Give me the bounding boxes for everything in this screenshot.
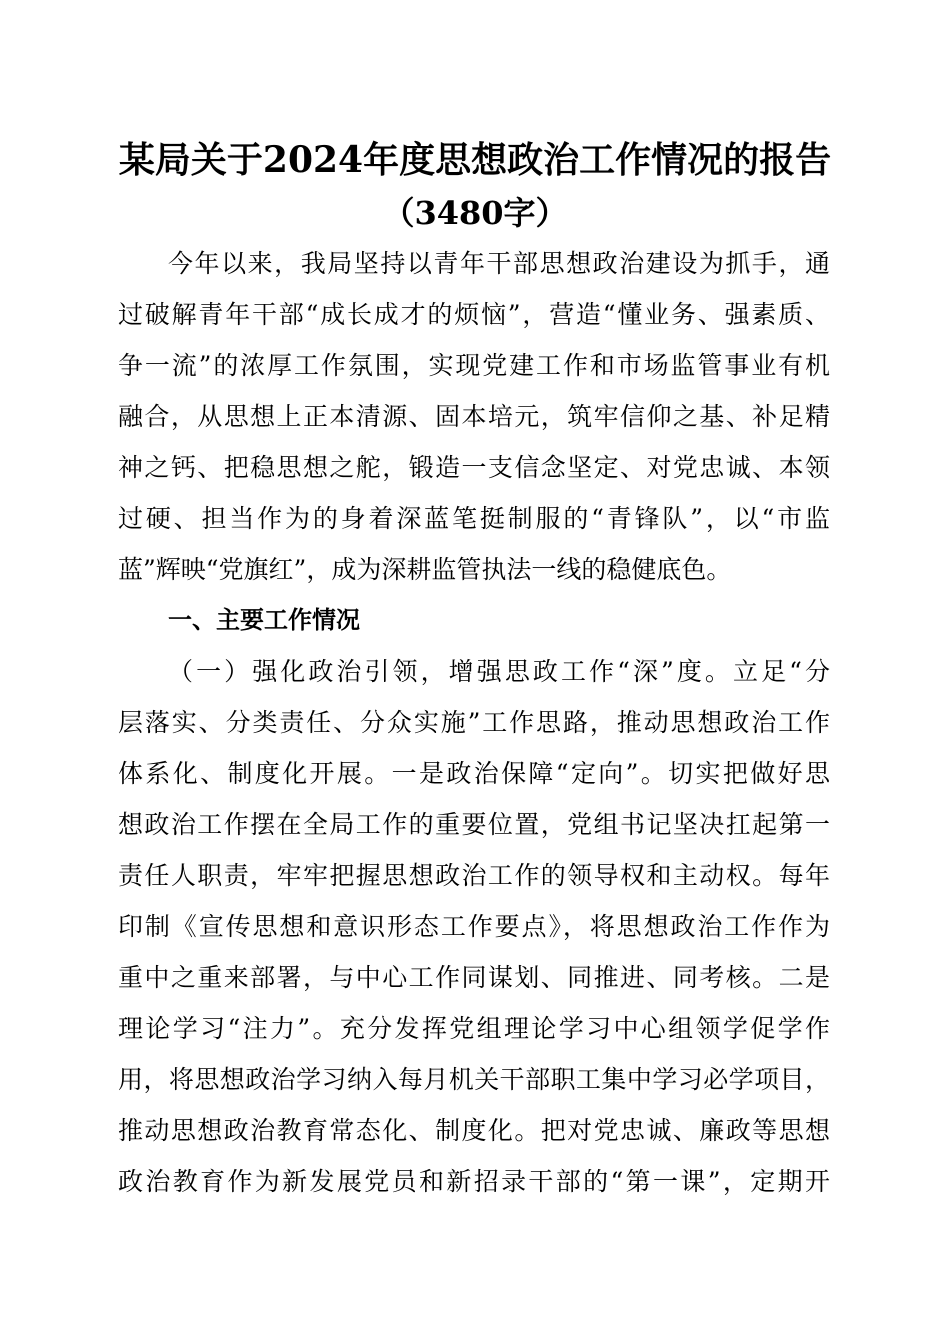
section-paragraph-line: 推动思想政治教育常态化、制度化。把对党忠诚、廉政等思想 xyxy=(118,1116,830,1145)
intro-paragraph-line: 今年以来，我局坚持以青年干部思想政治建设为抓手，通 xyxy=(168,249,830,278)
section-paragraph-line: 理论学习“注力”。充分发挥党组理论学习中心组领学促学作 xyxy=(118,1014,830,1043)
section-paragraph-line: 重中之重来部署，与中心工作同谋划、同推进、同考核。二是 xyxy=(118,963,830,992)
section-paragraph-line: 印制《宣传思想和意识形态工作要点》，将思想政治工作作为 xyxy=(118,912,830,941)
intro-paragraph-line: 蓝”辉映“党旗红”，成为深耕监管执法一线的稳健底色。 xyxy=(118,555,732,584)
document-body xyxy=(118,238,830,1207)
section-paragraph-line: 层落实、分类责任、分众实施”工作思路，推动思想政治工作 xyxy=(118,708,830,737)
document-title: 某局关于2024年度思想政治工作情况的报告 xyxy=(118,139,832,181)
intro-paragraph-line: 过破解青年干部“成长成才的烦恼”，营造“懂业务、强素质、 xyxy=(118,300,830,329)
document-subtitle-word-count: （3480字） xyxy=(382,194,568,232)
intro-paragraph-line: 神之钙、把稳思想之舵，锻造一支信念坚定、对党忠诚、本领 xyxy=(118,453,830,482)
section-paragraph-line: 责任人职责，牢牢把握思想政治工作的领导权和主动权。每年 xyxy=(118,861,830,890)
intro-paragraph-line: 融合，从思想上正本清源、固本培元，筑牢信仰之基、补足精 xyxy=(118,402,830,431)
section-heading: 一、主要工作情况 xyxy=(168,606,360,634)
section-paragraph-line: 政治教育作为新发展党员和新招录干部的“第一课”，定期开 xyxy=(118,1167,830,1196)
section-paragraph-line: 想政治工作摆在全局工作的重要位置，党组书记坚决扛起第一 xyxy=(118,810,830,839)
section-paragraph-line: 用，将思想政治学习纳入每月机关干部职工集中学习必学项目， xyxy=(118,1065,830,1094)
section-paragraph-line: 体系化、制度化开展。一是政治保障“定向”。切实把做好思 xyxy=(118,759,830,788)
intro-paragraph-line: 争一流”的浓厚工作氛围，实现党建工作和市场监管事业有机 xyxy=(118,351,830,380)
section-paragraph-line: （一）强化政治引领，增强思政工作“深”度。立足“分 xyxy=(168,657,830,686)
intro-paragraph-line: 过硬、担当作为的身着深蓝笔挺制服的“青锋队”，以“市监 xyxy=(118,504,830,533)
